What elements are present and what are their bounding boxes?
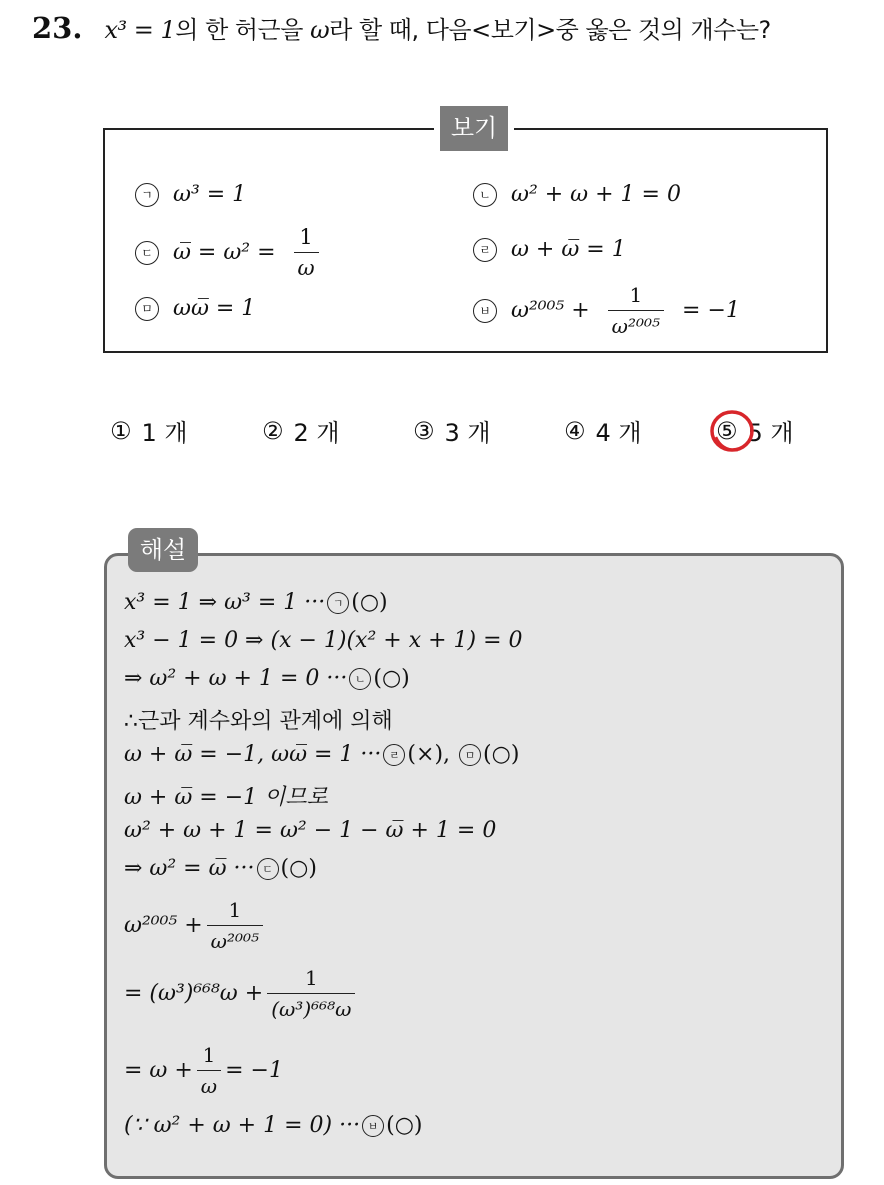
bogi-frac-digeut xyxy=(294,222,319,283)
solution-mark-bieup: ㅂ xyxy=(362,1115,384,1137)
solution-mark-giyeok: ㄱ xyxy=(327,592,349,614)
solution-line-6: ω + ω̅ = −1 이므로 xyxy=(124,785,328,810)
bogi-expr-mieum: ωω̅ = 1 xyxy=(173,296,256,321)
bogi-label: 보기 xyxy=(434,106,514,151)
choice-5-label: 5 개 xyxy=(747,419,794,447)
solution-line-12-text: (∵ ω² + ω + 1 = 0) ··· xyxy=(124,1113,361,1138)
solution-line-7: ω² + ω + 1 = ω² − 1 − ω̅ + 1 = 0 xyxy=(124,818,497,843)
solution-frac-2 xyxy=(267,963,355,1024)
bogi-box xyxy=(103,114,828,353)
choice-1[interactable] xyxy=(110,413,188,448)
solution-line-11-text-a: = ω + xyxy=(124,1058,193,1083)
solution-line-8 xyxy=(124,856,317,881)
bogi-marker-digeut: ㄷ xyxy=(135,241,159,265)
solution-verdict: (○) xyxy=(351,590,388,615)
choice-2-marker: ② xyxy=(262,416,284,445)
solution-frac-den: (ω³)⁶⁶⁸ω xyxy=(267,993,355,1024)
bogi-expr-bieup-b: = −1 xyxy=(682,298,740,323)
bogi-frac-num: 1 xyxy=(299,225,313,249)
choice-3[interactable] xyxy=(413,413,491,448)
choice-3-label: 3 개 xyxy=(444,419,491,447)
bogi-item-mieum xyxy=(135,296,255,321)
choice-1-marker: ① xyxy=(110,416,132,445)
bogi-frac-num: 1 xyxy=(629,283,643,307)
solution-verdict: (○) xyxy=(280,856,317,881)
choice-3-marker: ③ xyxy=(413,416,435,445)
solution-line-8-text: ⇒ ω² = ω̅ ··· xyxy=(124,856,255,881)
solution-frac-num: 1 xyxy=(228,898,242,922)
solution-mark-rieul: ㄹ xyxy=(383,744,405,766)
solution-frac-3 xyxy=(197,1040,221,1101)
solution-line-3-text: ⇒ ω² + ω + 1 = 0 ··· xyxy=(124,666,348,691)
question-text-part-2: 라 할 때, 다음<보기>중 옳은 것의 개수는? xyxy=(329,16,771,44)
choice-5-marker: ⑤ xyxy=(716,416,738,445)
question-text-part-1: 의 한 허근을 xyxy=(175,16,303,44)
question-header xyxy=(32,10,862,45)
choice-5[interactable] xyxy=(716,413,794,448)
solution-mark-mieum: ㅁ xyxy=(459,744,481,766)
question-number: 23. xyxy=(32,11,83,45)
solution-mark-digeut: ㄷ xyxy=(257,858,279,880)
choice-2[interactable] xyxy=(262,413,340,448)
solution-line-2: x³ − 1 = 0 ⇒ (x − 1)(x² + x + 1) = 0 xyxy=(124,628,523,653)
solution-line-5-text: ω + ω̅ = −1, ωω̅ = 1 ··· xyxy=(124,742,382,767)
answer-choices xyxy=(0,413,884,453)
solution-line-1 xyxy=(124,590,388,615)
solution-line-9 xyxy=(124,895,267,956)
bogi-expr-rieul: ω + ω̅ = 1 xyxy=(511,237,626,262)
solution-line-4 xyxy=(124,704,393,735)
question-text xyxy=(104,10,770,45)
bogi-marker-giyeok: ㄱ xyxy=(135,183,159,207)
choice-2-label: 2 개 xyxy=(293,419,340,447)
choice-1-label: 1 개 xyxy=(141,419,188,447)
solution-line-10 xyxy=(124,963,359,1024)
bogi-frac-den: ω xyxy=(294,252,319,283)
bogi-expr-bieup-a: ω²⁰⁰⁵ + xyxy=(511,298,590,323)
solution-frac-den: ω xyxy=(197,1070,221,1101)
bogi-marker-mieum: ㅁ xyxy=(135,297,159,321)
bogi-item-bieup xyxy=(473,280,740,341)
solution-line-1-text: x³ = 1 ⇒ ω³ = 1 ··· xyxy=(124,590,326,615)
bogi-marker-bieup: ㅂ xyxy=(473,299,497,323)
solution-frac-den: ω²⁰⁰⁵ xyxy=(207,925,263,956)
bogi-item-giyeok xyxy=(135,182,246,207)
choice-4[interactable] xyxy=(564,413,642,448)
bogi-marker-rieul: ㄹ xyxy=(473,238,497,262)
question-omega: ω xyxy=(310,16,330,44)
solution-frac-num: 1 xyxy=(202,1043,216,1067)
solution-line-12 xyxy=(124,1113,422,1138)
choice-4-marker: ④ xyxy=(564,416,586,445)
bogi-expr-nieun: ω² + ω + 1 = 0 xyxy=(511,182,681,207)
solution-mark-nieun: ㄴ xyxy=(349,668,371,690)
solution-verdict: (○) xyxy=(373,666,410,691)
bogi-item-nieun xyxy=(473,182,681,207)
bogi-expr-digeut: ω̅ = ω² = xyxy=(173,240,276,265)
solution-line-10-text: = (ω³)⁶⁶⁸ω + xyxy=(124,981,264,1006)
solution-line-5 xyxy=(124,742,519,767)
solution-verdict: (○) xyxy=(386,1113,423,1138)
solution-line-11-text-b: = −1 xyxy=(225,1058,283,1083)
bogi-item-rieul xyxy=(473,237,626,262)
bogi-marker-nieun: ㄴ xyxy=(473,183,497,207)
solution-line-4-text: ∴근과 계수와의 관계에 의해 xyxy=(124,709,393,734)
solution-verdict: (×), xyxy=(407,742,458,767)
bogi-frac-bieup xyxy=(608,280,664,341)
bogi-frac-den: ω²⁰⁰⁵ xyxy=(608,310,664,341)
solution-line-11 xyxy=(124,1040,283,1101)
solution-frac-1 xyxy=(207,895,263,956)
solution-verdict: (○) xyxy=(483,742,520,767)
choice-4-label: 4 개 xyxy=(595,419,642,447)
choice-5-marker-wrap xyxy=(716,417,738,445)
solution-label: 해설 xyxy=(128,528,198,572)
solution-line-9-text: ω²⁰⁰⁵ + xyxy=(124,913,203,938)
solution-frac-num: 1 xyxy=(304,966,318,990)
question-lead-math: x³ = 1 xyxy=(104,16,176,44)
bogi-item-digeut xyxy=(135,222,323,283)
solution-line-3 xyxy=(124,666,410,691)
bogi-expr-giyeok: ω³ = 1 xyxy=(173,182,247,207)
